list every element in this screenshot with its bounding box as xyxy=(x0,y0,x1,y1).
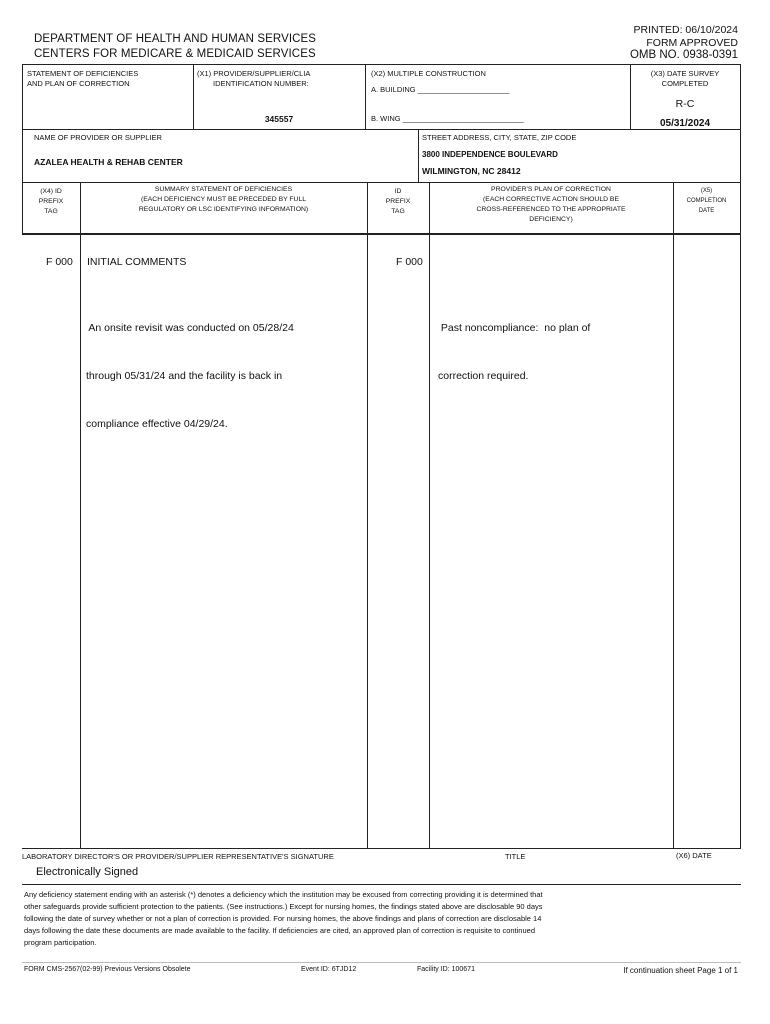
tag-right: F 000 xyxy=(396,256,423,268)
form-info-header xyxy=(630,24,738,62)
col-divider-3 xyxy=(429,182,430,849)
divider-x2 xyxy=(365,64,366,130)
deficiency-text: An onsite revisit was conducted on 05/28/24 through 05/31/24 and the facility is back in compliance effective 04/29/24. xyxy=(86,322,294,430)
id-prefix-header: ID PREFIX TAG xyxy=(385,188,411,215)
disclaimer-text: Any deficiency statement ending with an asterisk (*) denotes a deficiency which the institution may be excused from correcting providing it is determined that other safeguards provide sufficient protection to the patients. (See instructions.) Except for nursing homes, the findings stated above are disclosable 90 days following the date of survey whether or not a plan of correction is provided. For nursing homes, the above findings and plans of correction are disclosable 14 days following the date these documents are made available to the facility. If deficiencies are cited, an approved plan of correction is requisite to continued program participation. xyxy=(24,890,543,947)
signature-label: LABORATORY DIRECTOR'S OR PROVIDER/SUPPLIER REPRESENTATIVE'S SIGNATURE xyxy=(22,852,334,861)
x3-label: (X3) DATE SURVEY COMPLETED xyxy=(650,69,720,88)
survey-completed-date: 05/31/2024 xyxy=(659,118,711,129)
signature-bottom-line xyxy=(22,884,741,885)
row1-bottom-line xyxy=(22,129,741,130)
agency-header xyxy=(34,32,316,62)
event-id: Event ID: 6TJD12 xyxy=(301,966,357,973)
omb-number: OMB NO. 0938-0391 xyxy=(629,49,738,61)
x4-prefix-header: (X4) ID PREFIX TAG xyxy=(38,188,64,215)
address-city: WILMINGTON, NC 28412 xyxy=(422,166,521,176)
frame-top-line xyxy=(22,64,741,65)
address-street: 3800 INDEPENDENCE BOULEVARD xyxy=(422,150,558,159)
x6-date-label: (X6) DATE xyxy=(676,851,712,860)
address-label: STREET ADDRESS, CITY, STATE, ZIP CODE xyxy=(422,133,577,142)
footer-line xyxy=(22,962,741,963)
form-approved: FORM APPROVED xyxy=(646,36,738,49)
building-field: A. BUILDING ______________________ xyxy=(371,85,510,94)
department-name: DEPARTMENT OF HEALTH AND HUMAN SERVICES xyxy=(34,33,317,45)
facility-id: Facility ID: 100671 xyxy=(417,966,475,973)
summary-header: SUMMARY STATEMENT OF DEFICIENCIES (EACH DEFICIENCY MUST BE PRECEDED BY FULL REGULATORY OR LSC IDENTIFYING INFORMATION) xyxy=(138,186,309,213)
page-continuation: If continuation sheet Page 1 of 1 xyxy=(623,966,738,975)
plan-of-correction-text: Past noncompliance: no plan of correction required. xyxy=(438,322,591,382)
col-divider-2 xyxy=(367,182,368,849)
col-divider-1 xyxy=(80,182,81,849)
statement-label: STATEMENT OF DEFICIENCIES AND PLAN OF CORRECTION xyxy=(27,69,139,88)
divider-address xyxy=(418,129,419,182)
tag-left: F 000 xyxy=(46,256,73,268)
column-header-bottom-line xyxy=(22,233,741,235)
title-label: TITLE xyxy=(505,852,526,861)
body-bottom-line xyxy=(22,848,741,849)
provider-name: AZALEA HEALTH & REHAB CENTER xyxy=(34,157,183,167)
centers-name: CENTERS FOR MEDICARE & MEDICAID SERVICES xyxy=(34,48,316,60)
provider-id-number: 345557 xyxy=(264,114,294,124)
col-divider-4 xyxy=(673,182,674,849)
entry-heading: INITIAL COMMENTS xyxy=(87,256,187,268)
completion-date-header: (X5) COMPLETION DATE xyxy=(686,188,727,214)
form-number: FORM CMS-2567(02-99) Previous Versions Obsolete xyxy=(24,966,191,973)
electronic-signature: Electronically Signed xyxy=(36,866,139,878)
provider-name-label: NAME OF PROVIDER OR SUPPLIER xyxy=(34,133,162,142)
plan-header: PROVIDER'S PLAN OF CORRECTION (EACH CORRECTIVE ACTION SHOULD BE CROSS-REFERENCED TO THE APPROPRIATE DEFICIENCY) xyxy=(476,186,626,223)
survey-code: R-C xyxy=(675,98,695,110)
x1-label: (X1) PROVIDER/SUPPLIER/CLIA IDENTIFICATION NUMBER: xyxy=(197,69,311,88)
row2-bottom-line xyxy=(22,182,741,183)
x2-label: (X2) MULTIPLE CONSTRUCTION xyxy=(371,69,486,78)
wing-field: B. WING _____________________________ xyxy=(371,114,524,123)
printed-date: PRINTED: 06/10/2024 xyxy=(633,24,738,36)
